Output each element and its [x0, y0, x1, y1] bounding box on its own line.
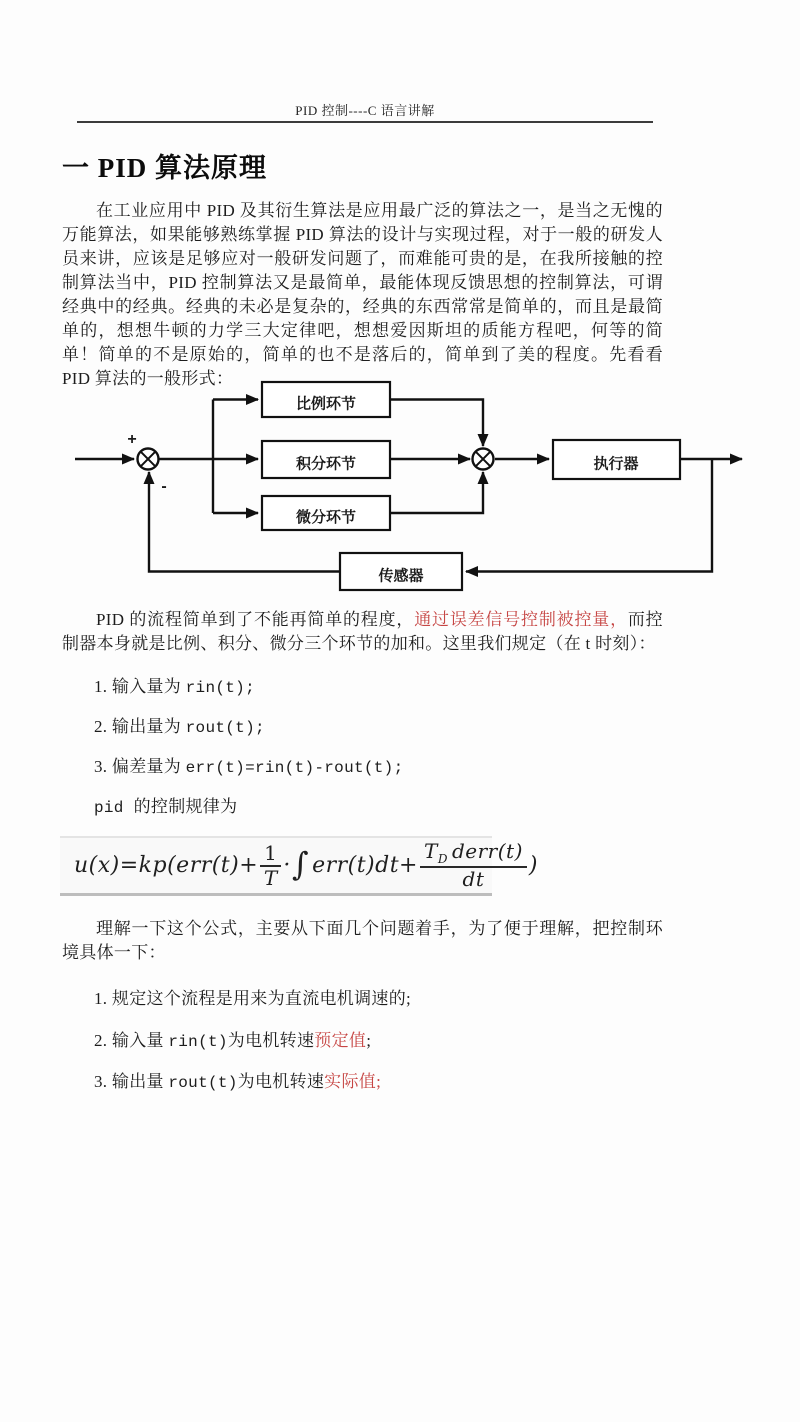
actuator-box-label: 执行器	[593, 455, 639, 473]
formula-fraction-derivative: $\frac{T_D derr(t)}{dt}$	[420, 841, 527, 891]
derivative-out-wire	[390, 472, 483, 513]
proportional-out-wire	[390, 400, 483, 447]
formula-fraction-1-over-T: $\frac{1}{T}$	[260, 843, 281, 889]
integral-box-label: 积分环节	[295, 455, 357, 473]
formula-rparen: )	[528, 853, 538, 878]
assumption-item-3: 3. 输出量 rout(t)为电机转速实际值;	[94, 1072, 382, 1092]
running-header-title: PID 控制----C 语言讲解	[295, 103, 435, 118]
proportional-box-label: 比例环节	[295, 395, 357, 413]
pid-block-diagram	[60, 372, 750, 604]
definition-item-1: 1. 输入量为 rin(t);	[94, 677, 255, 697]
plus-sign-label: +	[127, 431, 137, 448]
sensor-box-label: 传感器	[378, 567, 424, 585]
assumption-item-2: 2. 输入量 rin(t)为电机转速预定值;	[94, 1031, 372, 1051]
minus-sign-label: -	[161, 478, 167, 495]
diagram-wires	[75, 400, 742, 572]
formula-mid: err(t)dt+	[312, 853, 418, 878]
formula-dot: ·	[283, 853, 291, 878]
header-rule	[77, 121, 653, 123]
definition-item-2: 2. 输出量为 rout(t);	[94, 717, 265, 737]
section-title: 一 PID 算法原理	[62, 153, 267, 183]
summing-junction-sum	[473, 449, 494, 470]
summing-junction-error	[138, 449, 159, 470]
understand-paragraph: 理解一下这个公式，主要从下面几个问题着手，为了便于理解，把控制环境具体一下：	[62, 919, 663, 962]
assumption-item-1: 1. 规定这个流程是用来为直流电机调速的;	[94, 989, 412, 1008]
integral-symbol: ∫	[291, 844, 310, 883]
formula-lhs: u(x)=kp(err(t)+	[74, 853, 259, 878]
intro-paragraph: 在工业应用中 PID 及其衍生算法是应用最广泛的算法之一，是当之无愧的万能算法，如果能够熟练掌握 PID 算法的设计与实现过程，对于一般的研发人员来讲，应该是足够应对一般研发问题了，而难能可贵的是，在我所接触的控制算法当中，PID 控制算法又是最简单，最能体现反馈思想的控制算法，可谓经典中的经典。经典的未必是复杂的，经典的东西常常是简单的，而且是最简单的，想想牛顿的力学三大定律吧，想想爱因斯坦的质能方程吧，何等的简单！简单的不是原始的，简单的也不是落后的，简单到了美的程度。先看看 PID 算法的一般形式：	[62, 201, 663, 388]
derivative-box-label: 微分环节	[295, 508, 357, 526]
control-law-intro: pid 的控制规律为	[94, 797, 238, 817]
flow-paragraph: PID 的流程简单到了不能再简单的程度，通过误差信号控制被控量，而控制器本身就是比例、积分、微分三个环节的加和。这里我们规定（在 t 时刻）：	[62, 610, 663, 653]
pid-formula	[60, 836, 538, 896]
diagram-blocks	[262, 382, 680, 590]
definition-item-3: 3. 偏差量为 err(t)=rin(t)-rout(t);	[94, 757, 404, 777]
